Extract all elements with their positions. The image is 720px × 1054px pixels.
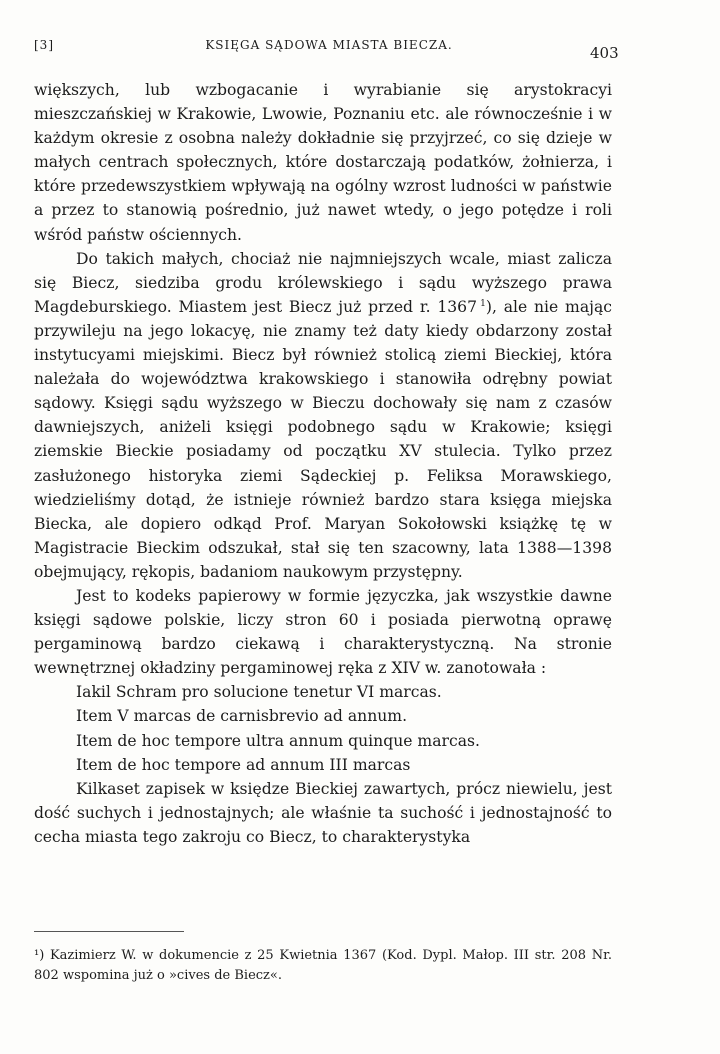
running-title: KSIĘGA SĄDOWA MIASTA BIECZA. bbox=[205, 38, 453, 52]
paragraph-4: Kilkaset zapisek w księdze Bieckiej zawartych, prócz niewielu, jest dość suchych i jednostajnych; ale właśnie ta suchość i jednostajność to cecha miasta tego zakroju co Biecz, to charakterystyka bbox=[34, 779, 612, 846]
paragraph-1: większych, lub wzbogacanie i wyrabianie się arystokracyi mieszczańskiej w Krakowie, Lwowie, Poznaniu etc. ale równocześnie i w każdym okresie z osobna należy dokładnie się przyjrzeć, co się dzieje w małych centrach społecznych, które dostarczają podatków, żołnierza, i które przedewszystkiem wpływają na ogólny wzrost ludności w państwie a przez to stanowią pośrednio, już nawet wtedy, o jego potędze i roli wśród państw ościennych. bbox=[34, 81, 612, 244]
running-header bbox=[34, 38, 624, 60]
footnote: ¹) Kazimierz W. w dokumencie z 25 Kwietnia 1367 (Kod. Dypl. Małop. III str. 208 Nr. 802 wspomina już o »cives de Biecz«. bbox=[34, 948, 612, 983]
latin-line-1: Iakil Schram pro solucione tenetur VI marcas. bbox=[76, 683, 442, 702]
page-number: 403 bbox=[590, 44, 619, 62]
section-number: [3] bbox=[34, 38, 54, 52]
paragraph-2: Do takich małych, chociaż nie najmniejszych wcale, miast zalicza się Biecz, siedziba grodu królewskiego i sądu wyższego prawa Magdeburskiego. Miastem jest Biecz już przed r. 1367 $^1$), ale nie mając przywileju na jego lokacyę, nie znamy też daty kiedy obdarzony został instytucyami miejskimi. Biecz był również stolicą ziemi Bieckiej, która należała do województwa krakowskiego i stanowiła odrębny powiat sądowy. Księgi sądu wyższego w Bieczu dochowały się nam z czasów dawniejszych, aniżeli księgi podobnego sądu w Krakowie; księgi ziemskie Bieckie posiadamy od początku XV stulecia. Tylko przez zasłużonego historyka ziemi Sądeckiej p. Feliksa Morawskiego, wiedzieliśmy dotąd, że istnieje również bardzo stara księga miejska Biecka, ale dopiero odkąd Prof. Maryan Sokołowski książkę tę w Magistracie Bieckim odszukał, stał się ten szacowny, lata 1388—1398 obejmujący, rękopis, badaniom naukowym przystępny. bbox=[34, 249, 612, 581]
footnote-divider bbox=[34, 931, 184, 932]
latin-line-3: Item de hoc tempore ultra annum quinque marcas. bbox=[76, 731, 480, 750]
latin-line-4: Item de hoc tempore ad annum III marcas bbox=[76, 755, 411, 774]
paragraph-3: Jest to kodeks papierowy w formie języczka, jak wszystkie dawne księgi sądowe polskie, liczy stron 60 i posiada pierwotną oprawę pergaminową bardzo ciekawą i charakterystyczną. Na stronie wewnętrznej okładziny pergaminowej ręka z XIV w. zanotowała : bbox=[34, 586, 612, 678]
main-text bbox=[34, 78, 612, 849]
latin-line-2: Item V marcas de carnisbrevio ad annum. bbox=[76, 707, 408, 726]
footnote-ref: 1 bbox=[480, 298, 486, 309]
